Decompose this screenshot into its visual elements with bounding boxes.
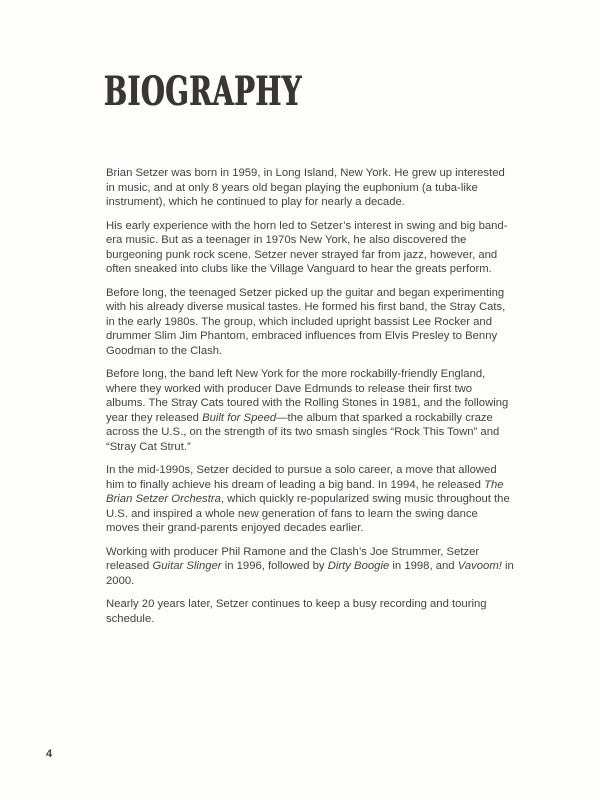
biography-text: [106, 166, 514, 635]
paragraph: Working with producer Phil Ramone and the Clash’s Joe Strummer, Setzer released Guitar Slinger in 1996, followed by Dirty Boogie in 1998, and Vavoom! in 2000.: [106, 545, 514, 587]
paragraph: His early experience with the horn led to Setzer’s interest in swing and big band-era music. But as a teenager in 1970s New York, he also discovered the burgeoning punk rock scene. Setzer never strayed far from jazz, however, and often sneaked into clubs like the Village Vanguard to hear the greats perform.: [106, 219, 508, 275]
paragraph: In the mid-1990s, Setzer decided to pursue a solo career, a move that allowed him to finally achieve his dream of leading a big band. In 1994, he released The Brian Setzer Orchestra, which quickly re-popularized swing music throughout the U.S. and inspired a whole new generation of fans to learn the swing dance moves their grand-parents enjoyed decades earlier.: [106, 464, 510, 534]
page-number: 4: [46, 748, 53, 760]
page-title: BIOGRAPHY: [104, 68, 303, 115]
paragraph: Before long, the band left New York for the more rockabilly-friendly England, where they worked with producer Dave Edmunds to release their first two albums. The Stray Cats toured with the Rolling Stones in 1981, and the following year they released Built for Speed—the album that sparked a rockabilly craze across the U.S., on the strength of its two smash singles “Rock This Town” and “Stray Cat Strut.”: [106, 368, 509, 453]
paragraph: Before long, the teenaged Setzer picked up the guitar and began experimenting with his already diverse musical tastes. He formed his first band, the Stray Cats, in the early 1980s. The group, which included upright bassist Lee Rocker and drummer Slim Jim Phantom, embraced influences from Elvis Presley to Benny Goodman to the Clash.: [106, 286, 506, 357]
paragraph: Brian Setzer was born in 1959, in Long Island, New York. He grew up interested in music, and at only 8 years old began playing the euphonium (a tuba-like instrument), which he continued to play for nearly a decade.: [106, 167, 505, 208]
paragraph: Nearly 20 years later, Setzer continues to keep a busy recording and touring schedule.: [106, 598, 487, 625]
